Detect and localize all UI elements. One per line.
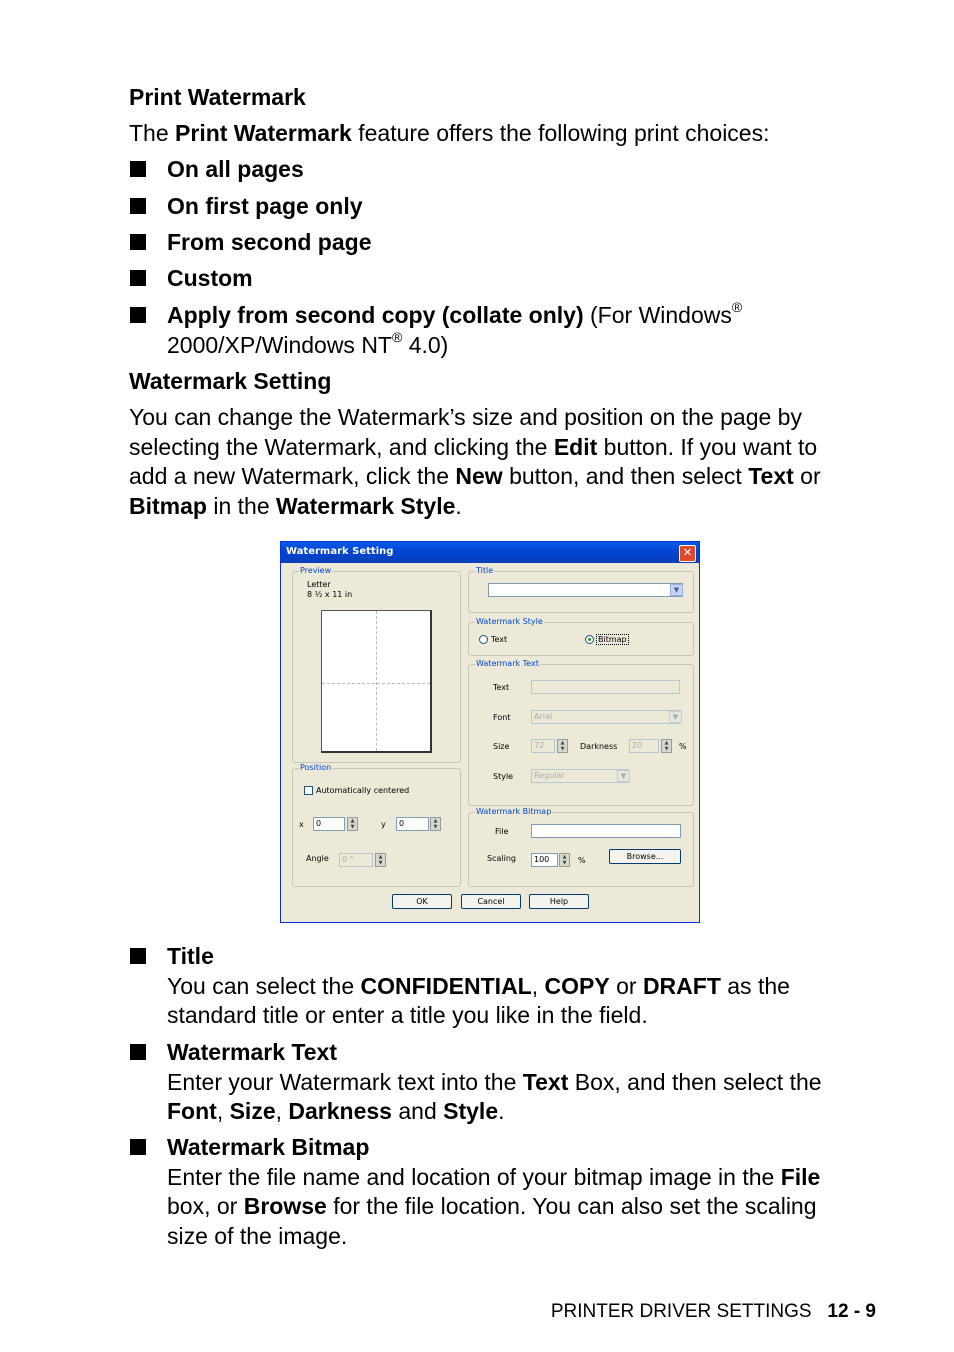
scaling-input[interactable]: 100: [531, 853, 558, 867]
size-spinner[interactable]: ▲ ▼: [557, 739, 568, 753]
watermark-bitmap-explanation: Watermark Bitmap Enter the file name and location of your bitmap image in the File box, or Browse for the file location. You can also set the scaling size of the image.: [167, 1134, 821, 1249]
preview-vline: [376, 611, 377, 751]
preview-label: Preview: [300, 566, 332, 575]
bullet-icon: [130, 1044, 146, 1060]
style-label: Style: [493, 772, 514, 781]
x-label: x: [299, 820, 304, 829]
y-input[interactable]: 0: [396, 817, 429, 831]
browse-button[interactable]: Browse...: [609, 849, 681, 864]
position-label: Position: [300, 763, 332, 772]
watermark-bitmap-label: Watermark Bitmap: [476, 807, 552, 816]
font-select[interactable]: Arial: [531, 710, 681, 724]
watermark-text-input[interactable]: [531, 680, 680, 694]
text-radio[interactable]: [479, 635, 488, 644]
bullet-icon: [130, 270, 146, 286]
page-preview: [321, 610, 432, 753]
page-number: 12 - 9: [827, 1301, 876, 1322]
bullet-icon: [130, 234, 146, 250]
choice-item: Custom: [167, 265, 253, 291]
help-button[interactable]: Help: [529, 894, 589, 909]
y-label: y: [381, 820, 386, 829]
font-label: Font: [493, 713, 511, 722]
size-label: Size: [493, 742, 510, 751]
bullet-icon: [130, 1139, 146, 1155]
bitmap-radio-label: Bitmap: [598, 635, 627, 644]
footer-section: PRINTER DRIVER SETTINGS: [550, 1301, 812, 1322]
choice-item-collate: Apply from second copy (collate only) (For Windows® 2000/XP/Windows NT® 4.0): [167, 299, 743, 358]
file-label: File: [495, 827, 509, 836]
title-label: Title: [476, 566, 494, 575]
file-input[interactable]: [531, 824, 681, 838]
preview-hline: [322, 683, 430, 684]
dialog-title: Watermark Setting: [286, 546, 394, 557]
setting-paragraph: You can change the Watermark’s size and position on the page by selecting the Watermark, and clicking the Edit button. If you want to add a new Watermark, click the New button, and then select Text or Bitmap in the Watermark Style.: [129, 404, 821, 519]
watermark-text-label: Watermark Text: [476, 659, 539, 668]
bullet-icon: [130, 307, 146, 323]
ok-button[interactable]: OK: [392, 894, 452, 909]
chevron-down-icon[interactable]: ▼: [670, 584, 683, 596]
angle-label: Angle: [306, 854, 329, 863]
heading-print-watermark: Print Watermark: [129, 84, 306, 110]
scaling-spinner[interactable]: ▲ ▼: [559, 853, 570, 867]
bullet-icon: [130, 198, 146, 214]
watermark-style-group: [468, 617, 694, 656]
watermark-setting-dialog: [280, 541, 700, 923]
watermark-style-label: Watermark Style: [476, 617, 543, 626]
heading-watermark-setting: Watermark Setting: [129, 368, 332, 394]
choice-item: From second page: [167, 229, 372, 255]
auto-centered-checkbox[interactable]: [304, 786, 313, 795]
angle-input[interactable]: 0 °: [339, 853, 373, 867]
text-field-label: Text: [493, 683, 510, 692]
watermark-text-group: [468, 659, 694, 806]
watermark-bitmap-group: [468, 807, 694, 887]
title-combobox[interactable]: [488, 583, 683, 597]
paper-size: 8 ½ x 11 in: [307, 590, 353, 599]
chevron-down-icon[interactable]: ▼: [617, 770, 630, 782]
cancel-button[interactable]: Cancel: [461, 894, 521, 909]
scaling-percent: %: [578, 856, 586, 865]
angle-spinner[interactable]: ▲ ▼: [375, 853, 386, 867]
style-select[interactable]: Regular: [531, 769, 629, 783]
page-footer: [551, 1301, 876, 1323]
dialog-titlebar: [281, 542, 699, 563]
darkness-spinner[interactable]: ▲ ▼: [661, 739, 672, 753]
darkness-input[interactable]: 20: [629, 739, 659, 753]
text-radio-label: Text: [491, 635, 508, 644]
y-spinner[interactable]: ▲ ▼: [430, 817, 441, 831]
chevron-down-icon[interactable]: ▼: [669, 711, 682, 723]
choice-item: On all pages: [167, 156, 304, 182]
auto-centered-label: Automatically centered: [316, 786, 410, 795]
title-explanation: Title You can select the CONFIDENTIAL, COPY or DRAFT as the standard title or enter a title you like in the field.: [167, 943, 790, 1028]
intro-paragraph: The Print Watermark feature offers the following print choices:: [129, 120, 770, 146]
bullet-icon: [130, 948, 146, 964]
choice-item: On first page only: [167, 193, 363, 219]
watermark-text-explanation: Watermark Text Enter your Watermark text into the Text Box, and then select the Font, Size, Darkness and Style.: [167, 1039, 822, 1124]
close-icon[interactable]: ✕: [679, 545, 696, 562]
preview-group: [292, 566, 461, 763]
x-spinner[interactable]: ▲ ▼: [347, 817, 358, 831]
bitmap-radio[interactable]: [585, 635, 594, 644]
scaling-label: Scaling: [487, 854, 516, 863]
paper-name: Letter: [307, 580, 331, 589]
bullet-icon: [130, 161, 146, 177]
title-group: [468, 566, 694, 613]
x-input[interactable]: 0: [313, 817, 345, 831]
darkness-label: Darkness: [580, 742, 618, 751]
darkness-percent: %: [679, 742, 687, 751]
size-input[interactable]: 72: [531, 739, 555, 753]
position-group: [292, 763, 461, 887]
